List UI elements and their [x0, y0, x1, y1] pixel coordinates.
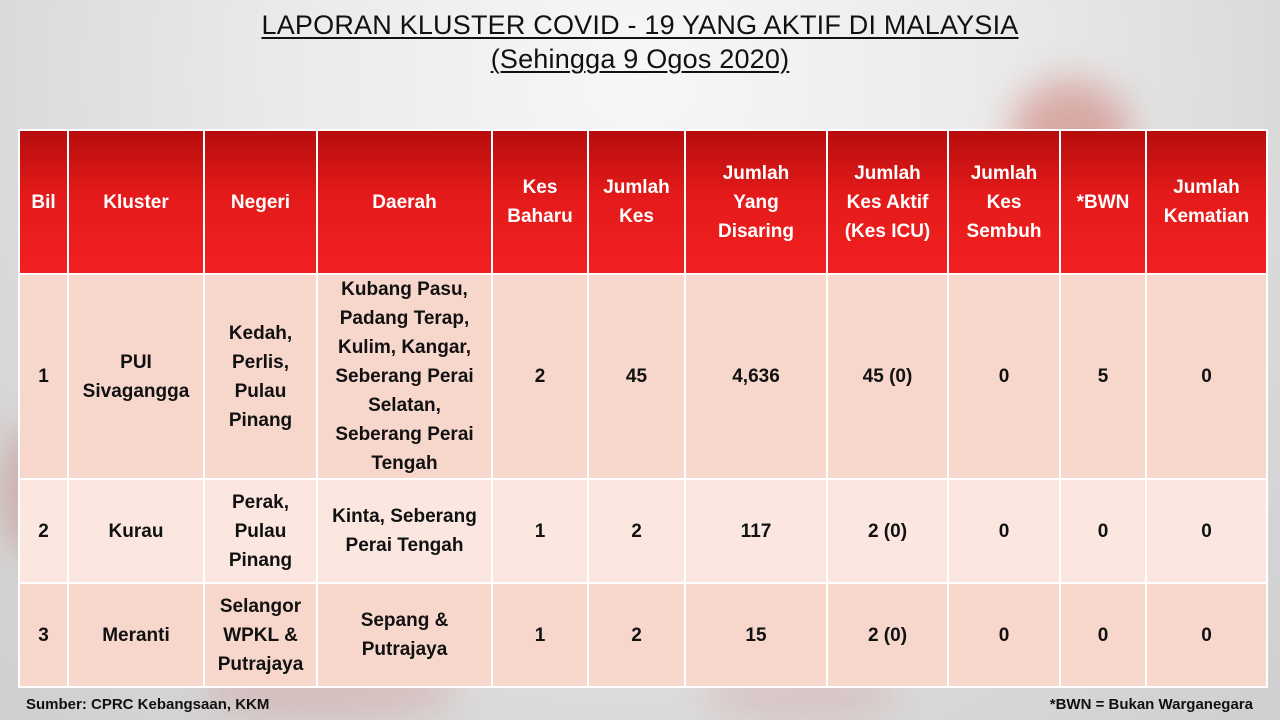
table-row [19, 274, 1267, 479]
cell-bwn: 0 [1060, 479, 1146, 583]
report-title: LAPORAN KLUSTER COVID - 19 YANG AKTIF DI MALAYSIA [261, 10, 1019, 40]
cell-jumlah-kes: 2 [588, 583, 685, 687]
source-note: Sumber: CPRC Kebangsaan, KKM [26, 696, 270, 713]
bwn-legend-note: *BWN = Bukan Warganegara [1049, 696, 1253, 713]
table-row [19, 583, 1267, 687]
cell-jumlah-disaring: 4,636 [685, 274, 827, 479]
cell-jumlah-disaring: 15 [685, 583, 827, 687]
header-jumlah-kes: Jumlah Kes [588, 130, 685, 274]
header-daerah: Daerah [317, 130, 492, 274]
header-kes-aktif: Jumlah Kes Aktif (Kes ICU) [827, 130, 948, 274]
cell-kematian: 0 [1146, 583, 1267, 687]
cell-negeri: Kedah, Perlis, Pulau Pinang [204, 274, 317, 479]
header-kes-sembuh: Jumlah Kes Sembuh [948, 130, 1060, 274]
header-kematian: Jumlah Kematian [1146, 130, 1267, 274]
header-kes-baharu: Kes Baharu [492, 130, 588, 274]
cell-kes-baharu: 1 [492, 479, 588, 583]
table-row [19, 479, 1267, 583]
cell-bwn: 0 [1060, 583, 1146, 687]
cluster-table [18, 129, 1268, 688]
cell-kes-aktif: 45 (0) [827, 274, 948, 479]
cell-kes-baharu: 2 [492, 274, 588, 479]
cell-bil: 1 [19, 274, 68, 479]
cell-kluster: Meranti [68, 583, 204, 687]
cell-jumlah-kes: 2 [588, 479, 685, 583]
cell-kematian: 0 [1146, 274, 1267, 479]
cell-daerah: Kubang Pasu, Padang Terap, Kulim, Kangar, Seberang Perai Selatan, Seberang Perai Tengah [317, 274, 492, 479]
cell-bil: 3 [19, 583, 68, 687]
header-bil: Bil [19, 130, 68, 274]
cell-bil: 2 [19, 479, 68, 583]
cell-kes-aktif: 2 (0) [827, 479, 948, 583]
cell-negeri: Perak, Pulau Pinang [204, 479, 317, 583]
cell-kluster: PUI Sivagangga [68, 274, 204, 479]
cell-daerah: Kinta, Seberang Perai Tengah [317, 479, 492, 583]
cell-jumlah-kes: 45 [588, 274, 685, 479]
cell-kematian: 0 [1146, 479, 1267, 583]
cell-daerah: Sepang & Putrajaya [317, 583, 492, 687]
cell-kes-sembuh: 0 [948, 479, 1060, 583]
cell-kes-sembuh: 0 [948, 583, 1060, 687]
cell-kes-baharu: 1 [492, 583, 588, 687]
header-negeri: Negeri [204, 130, 317, 274]
cell-jumlah-disaring: 117 [685, 479, 827, 583]
header-jumlah-disaring: Jumlah Yang Disaring [685, 130, 827, 274]
cell-kluster: Kurau [68, 479, 204, 583]
header-kluster: Kluster [68, 130, 204, 274]
header-bwn: *BWN [1060, 130, 1146, 274]
table-header-row [19, 130, 1267, 274]
cell-kes-aktif: 2 (0) [827, 583, 948, 687]
cell-kes-sembuh: 0 [948, 274, 1060, 479]
report-date-subtitle: (Sehingga 9 Ogos 2020) [490, 44, 790, 74]
cell-bwn: 5 [1060, 274, 1146, 479]
cell-negeri: Selangor WPKL & Putrajaya [204, 583, 317, 687]
